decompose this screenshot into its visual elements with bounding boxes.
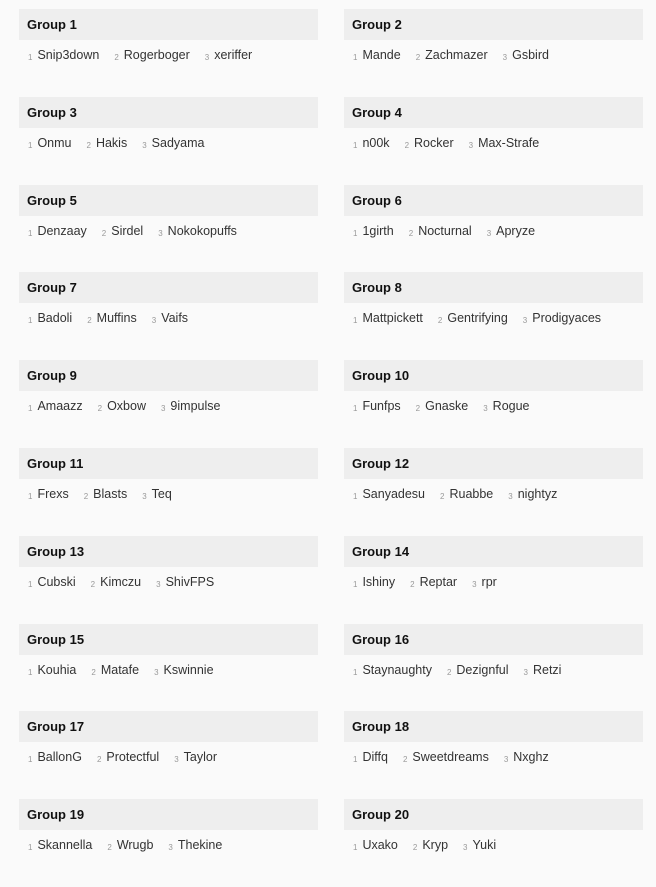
player-rank: 2 bbox=[97, 404, 103, 413]
group-card bbox=[19, 536, 318, 597]
player-name: Staynaughty bbox=[362, 663, 432, 677]
player-entry bbox=[463, 838, 496, 852]
player-entry bbox=[91, 663, 139, 677]
player-rank: 1 bbox=[353, 580, 358, 589]
group-title: Group 20 bbox=[344, 799, 643, 830]
player-rank: 1 bbox=[353, 316, 358, 325]
player-list bbox=[344, 742, 643, 772]
group-card bbox=[344, 711, 643, 772]
player-rank: 2 bbox=[408, 229, 414, 238]
player-name: Thekine bbox=[177, 838, 223, 852]
player-entry bbox=[114, 48, 189, 62]
player-name: Matafe bbox=[100, 663, 140, 677]
player-list bbox=[344, 216, 643, 246]
player-rank: 1 bbox=[28, 492, 33, 501]
player-entry bbox=[353, 663, 432, 677]
player-name: Gentrifying bbox=[447, 311, 508, 325]
group-title: Group 3 bbox=[19, 97, 318, 128]
player-name: Mattpickett bbox=[362, 311, 423, 325]
player-name: Ruabbe bbox=[449, 487, 494, 501]
player-entry bbox=[28, 311, 72, 325]
player-name: Ishiny bbox=[362, 575, 396, 589]
player-rank: 2 bbox=[446, 668, 452, 677]
player-rank: 3 bbox=[508, 492, 513, 501]
player-rank: 1 bbox=[28, 668, 33, 677]
player-name: Gsbird bbox=[512, 48, 549, 62]
player-entry bbox=[154, 663, 213, 677]
player-name: Sweetdreams bbox=[412, 750, 489, 764]
player-name: Uxako bbox=[362, 838, 398, 852]
player-name: Retzi bbox=[532, 663, 562, 677]
player-rank: 1 bbox=[28, 141, 33, 150]
player-entry bbox=[91, 575, 141, 589]
player-entry bbox=[405, 136, 454, 150]
player-entry bbox=[107, 838, 153, 852]
player-rank: 1 bbox=[353, 229, 358, 238]
player-list bbox=[19, 479, 318, 509]
player-name: xeriffer bbox=[214, 48, 253, 62]
player-entry bbox=[504, 750, 549, 764]
player-name: Nokokopuffs bbox=[167, 224, 237, 238]
player-rank: 1 bbox=[353, 53, 358, 62]
player-entry bbox=[28, 136, 72, 150]
player-rank: 2 bbox=[402, 755, 408, 764]
group-card bbox=[19, 624, 318, 685]
player-rank: 2 bbox=[86, 141, 91, 150]
player-entry bbox=[353, 311, 423, 325]
player-name: Sadyama bbox=[151, 136, 205, 150]
player-entry bbox=[413, 838, 448, 852]
player-name: Wrugb bbox=[116, 838, 154, 852]
player-rank: 2 bbox=[83, 492, 89, 501]
player-list bbox=[344, 479, 643, 509]
group-card bbox=[19, 711, 318, 772]
player-rank: 1 bbox=[28, 580, 33, 589]
player-rank: 3 bbox=[142, 492, 147, 501]
player-entry bbox=[102, 224, 143, 238]
player-name: 9impulse bbox=[170, 399, 221, 413]
player-entry bbox=[353, 48, 401, 62]
player-name: Sirdel bbox=[111, 224, 144, 238]
player-list bbox=[19, 655, 318, 685]
player-entry bbox=[353, 575, 395, 589]
group-title: Group 12 bbox=[344, 448, 643, 479]
player-name: Gnaske bbox=[425, 399, 469, 413]
player-name: Badoli bbox=[37, 311, 73, 325]
player-entry bbox=[28, 663, 76, 677]
player-rank: 2 bbox=[87, 316, 92, 325]
player-rank: 3 bbox=[522, 316, 528, 325]
player-rank: 3 bbox=[174, 755, 179, 764]
group-card bbox=[19, 448, 318, 509]
player-name: Prodigyaces bbox=[532, 311, 602, 325]
player-entry bbox=[472, 575, 497, 589]
player-rank: 2 bbox=[415, 404, 421, 413]
player-entry bbox=[98, 399, 146, 413]
player-name: Funfps bbox=[362, 399, 401, 413]
group-title: Group 14 bbox=[344, 536, 643, 567]
player-name: Kryp bbox=[422, 838, 449, 852]
player-entry bbox=[353, 838, 398, 852]
player-name: nightyz bbox=[517, 487, 558, 501]
player-entry bbox=[353, 136, 390, 150]
player-rank: 3 bbox=[468, 141, 474, 150]
player-rank: 1 bbox=[353, 492, 358, 501]
player-entry bbox=[28, 575, 76, 589]
player-entry bbox=[440, 487, 493, 501]
player-entry bbox=[403, 750, 489, 764]
player-entry bbox=[469, 136, 540, 150]
player-name: Snip3down bbox=[37, 48, 100, 62]
player-name: Vaifs bbox=[161, 311, 189, 325]
player-name: ShivFPS bbox=[165, 575, 215, 589]
player-entry bbox=[28, 838, 92, 852]
group-title: Group 10 bbox=[344, 360, 643, 391]
player-rank: 3 bbox=[158, 229, 163, 238]
player-name: Hakis bbox=[95, 136, 128, 150]
player-entry bbox=[503, 48, 549, 62]
group-card bbox=[19, 799, 318, 860]
group-title: Group 16 bbox=[344, 624, 643, 655]
group-card bbox=[19, 185, 318, 246]
group-title: Group 8 bbox=[344, 272, 643, 303]
player-list bbox=[344, 655, 643, 685]
player-name: Rogue bbox=[492, 399, 530, 413]
player-entry bbox=[524, 663, 562, 677]
player-rank: 3 bbox=[502, 53, 508, 62]
player-list bbox=[19, 567, 318, 597]
player-name: Sanyadesu bbox=[362, 487, 426, 501]
player-entry bbox=[87, 311, 137, 325]
player-list bbox=[19, 742, 318, 772]
player-name: Zachmazer bbox=[425, 48, 488, 62]
player-name: Rocker bbox=[414, 136, 454, 150]
player-rank: 1 bbox=[28, 53, 33, 62]
player-list bbox=[19, 40, 318, 70]
player-name: Kimczu bbox=[100, 575, 142, 589]
group-card bbox=[344, 360, 643, 421]
player-entry bbox=[28, 399, 83, 413]
player-name: Mande bbox=[362, 48, 401, 62]
group-card bbox=[344, 272, 643, 333]
player-name: Apryze bbox=[496, 224, 536, 238]
player-entry bbox=[28, 224, 87, 238]
player-rank: 3 bbox=[160, 404, 166, 413]
player-name: Frexs bbox=[37, 487, 69, 501]
player-name: Muffins bbox=[96, 311, 137, 325]
player-rank: 2 bbox=[101, 229, 107, 238]
group-title: Group 19 bbox=[19, 799, 318, 830]
player-rank: 2 bbox=[107, 843, 112, 852]
group-title: Group 17 bbox=[19, 711, 318, 742]
group-title: Group 13 bbox=[19, 536, 318, 567]
group-card bbox=[19, 272, 318, 333]
player-entry bbox=[205, 48, 252, 62]
player-name: Dezignful bbox=[456, 663, 509, 677]
player-rank: 2 bbox=[90, 580, 96, 589]
player-name: Max-Strafe bbox=[478, 136, 540, 150]
player-entry bbox=[353, 487, 425, 501]
player-name: n00k bbox=[362, 136, 390, 150]
player-rank: 2 bbox=[412, 843, 418, 852]
player-rank: 3 bbox=[151, 316, 157, 325]
group-title: Group 15 bbox=[19, 624, 318, 655]
player-list bbox=[344, 303, 643, 333]
player-rank: 1 bbox=[353, 843, 358, 852]
player-name: Rogerboger bbox=[123, 48, 190, 62]
player-name: Nxghz bbox=[513, 750, 549, 764]
player-name: Reptar bbox=[419, 575, 458, 589]
player-entry bbox=[447, 663, 509, 677]
group-card bbox=[344, 624, 643, 685]
player-rank: 3 bbox=[154, 668, 159, 677]
player-name: Cubski bbox=[37, 575, 76, 589]
group-card bbox=[344, 185, 643, 246]
player-rank: 3 bbox=[503, 755, 509, 764]
group-card bbox=[344, 448, 643, 509]
group-card bbox=[344, 799, 643, 860]
player-entry bbox=[142, 136, 204, 150]
player-entry bbox=[438, 311, 508, 325]
player-entry bbox=[487, 224, 535, 238]
player-entry bbox=[353, 399, 401, 413]
player-rank: 2 bbox=[114, 53, 119, 62]
player-rank: 1 bbox=[28, 229, 33, 238]
group-card bbox=[19, 97, 318, 158]
player-rank: 3 bbox=[142, 141, 147, 150]
player-rank: 2 bbox=[440, 492, 445, 501]
player-name: Taylor bbox=[183, 750, 217, 764]
group-title: Group 11 bbox=[19, 448, 318, 479]
player-entry bbox=[142, 487, 172, 501]
player-rank: 2 bbox=[437, 316, 443, 325]
group-title: Group 2 bbox=[344, 9, 643, 40]
player-entry bbox=[28, 750, 82, 764]
player-entry bbox=[353, 750, 388, 764]
player-rank: 3 bbox=[463, 843, 468, 852]
player-name: Skannella bbox=[37, 838, 93, 852]
group-card bbox=[344, 9, 643, 70]
player-entry bbox=[410, 575, 457, 589]
player-name: BallonG bbox=[37, 750, 82, 764]
player-entry bbox=[28, 487, 69, 501]
player-rank: 1 bbox=[28, 755, 33, 764]
player-entry bbox=[87, 136, 128, 150]
player-entry bbox=[97, 750, 159, 764]
group-card bbox=[19, 360, 318, 421]
player-entry bbox=[353, 224, 394, 238]
player-rank: 3 bbox=[204, 53, 210, 62]
player-entry bbox=[416, 48, 488, 62]
player-rank: 1 bbox=[353, 141, 358, 150]
player-name: Protectful bbox=[106, 750, 160, 764]
player-list bbox=[344, 567, 643, 597]
player-list bbox=[19, 830, 318, 860]
player-entry bbox=[161, 399, 220, 413]
player-entry bbox=[152, 311, 188, 325]
player-name: Kswinnie bbox=[163, 663, 214, 677]
player-rank: 3 bbox=[472, 580, 477, 589]
player-name: 1girth bbox=[362, 224, 394, 238]
group-title: Group 7 bbox=[19, 272, 318, 303]
player-name: rpr bbox=[481, 575, 497, 589]
player-rank: 2 bbox=[91, 668, 96, 677]
player-name: Yuki bbox=[472, 838, 497, 852]
player-entry bbox=[416, 399, 469, 413]
player-rank: 1 bbox=[353, 404, 358, 413]
player-list bbox=[344, 830, 643, 860]
player-entry bbox=[508, 487, 557, 501]
player-name: Teq bbox=[151, 487, 172, 501]
player-rank: 1 bbox=[28, 316, 33, 325]
player-rank: 2 bbox=[404, 141, 410, 150]
player-entry bbox=[156, 575, 214, 589]
player-rank: 1 bbox=[28, 843, 33, 852]
player-entry bbox=[174, 750, 217, 764]
group-title: Group 18 bbox=[344, 711, 643, 742]
player-rank: 3 bbox=[523, 668, 528, 677]
player-list bbox=[19, 303, 318, 333]
group-title: Group 6 bbox=[344, 185, 643, 216]
player-name: Diffq bbox=[362, 750, 388, 764]
player-entry bbox=[168, 838, 222, 852]
player-entry bbox=[158, 224, 237, 238]
player-rank: 2 bbox=[410, 580, 415, 589]
player-name: Amaazz bbox=[37, 399, 83, 413]
player-rank: 2 bbox=[96, 755, 102, 764]
player-rank: 2 bbox=[415, 53, 421, 62]
player-entry bbox=[409, 224, 472, 238]
group-title: Group 5 bbox=[19, 185, 318, 216]
player-list bbox=[344, 128, 643, 158]
player-name: Denzaay bbox=[37, 224, 87, 238]
player-entry bbox=[523, 311, 601, 325]
player-rank: 3 bbox=[168, 843, 173, 852]
group-title: Group 1 bbox=[19, 9, 318, 40]
player-name: Blasts bbox=[93, 487, 128, 501]
player-rank: 1 bbox=[28, 404, 33, 413]
player-name: Nocturnal bbox=[418, 224, 472, 238]
group-card bbox=[344, 97, 643, 158]
player-rank: 3 bbox=[483, 404, 488, 413]
player-rank: 3 bbox=[486, 229, 492, 238]
player-rank: 1 bbox=[353, 668, 358, 677]
player-entry bbox=[28, 48, 99, 62]
group-title: Group 4 bbox=[344, 97, 643, 128]
group-title: Group 9 bbox=[19, 360, 318, 391]
player-rank: 3 bbox=[156, 580, 161, 589]
player-name: Kouhia bbox=[37, 663, 77, 677]
player-list bbox=[19, 128, 318, 158]
player-list bbox=[344, 391, 643, 421]
player-name: Oxbow bbox=[107, 399, 146, 413]
player-list bbox=[19, 216, 318, 246]
player-rank: 1 bbox=[353, 755, 358, 764]
player-list bbox=[19, 391, 318, 421]
player-name: Onmu bbox=[37, 136, 72, 150]
player-entry bbox=[84, 487, 128, 501]
group-card bbox=[344, 536, 643, 597]
player-list bbox=[344, 40, 643, 70]
player-entry bbox=[483, 399, 529, 413]
group-card bbox=[19, 9, 318, 70]
